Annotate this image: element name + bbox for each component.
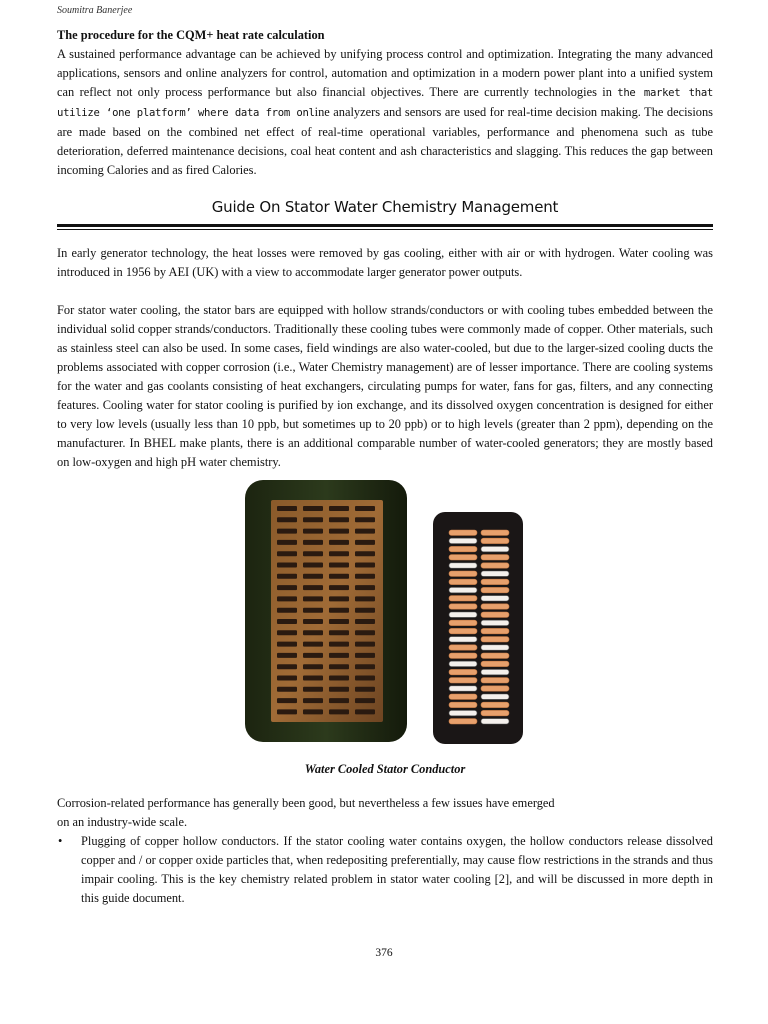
intro-paragraph (57, 45, 713, 180)
hollow-strand-slot (277, 630, 297, 635)
hollow-strand-slot (303, 676, 323, 681)
hollow-strand-slot (329, 630, 349, 635)
hollow-strand-slot (355, 574, 375, 579)
hollow-strand-slot (277, 506, 297, 511)
hollow-strand-slot (303, 574, 323, 579)
hollow-conductor (481, 719, 509, 724)
hollow-strand-slot (355, 551, 375, 556)
hollow-strand-slot (303, 630, 323, 635)
hollow-strand-slot (303, 506, 323, 511)
hollow-strand-slot (355, 540, 375, 545)
hollow-strand-slot (329, 540, 349, 545)
stator-conductor-image (243, 478, 535, 744)
hollow-strand-slot (329, 709, 349, 714)
hollow-strand-slot (303, 585, 323, 590)
hollow-strand-slot (303, 551, 323, 556)
hollow-conductor (449, 612, 477, 617)
solid-copper-strand (481, 661, 509, 666)
hollow-strand-slot (303, 529, 323, 534)
hollow-strand-slot (303, 664, 323, 669)
hollow-conductor (449, 637, 477, 642)
hollow-strand-slot (277, 709, 297, 714)
para-corrosion-line1: Corrosion-related performance has generally been good, but nevertheless a few issues have emerged (57, 796, 555, 810)
hollow-strand-slot (329, 698, 349, 703)
intro-text-mono: the market that utilize ‘one platform’ where data from onl (57, 87, 713, 119)
hollow-strand-slot (355, 529, 375, 534)
hollow-strand-slot (277, 517, 297, 522)
solid-copper-strand (449, 604, 477, 609)
intro-section (57, 26, 713, 180)
bullet-item (57, 832, 713, 908)
hollow-strand-slot (355, 596, 375, 601)
solid-copper-strand (449, 530, 477, 535)
hollow-strand-slot (355, 687, 375, 692)
hollow-strand-slot (329, 687, 349, 692)
hollow-strand-slot (277, 619, 297, 624)
solid-copper-strand (449, 546, 477, 551)
solid-copper-strand (481, 579, 509, 584)
hollow-conductor (449, 686, 477, 691)
solid-copper-strand (481, 702, 509, 707)
solid-copper-strand (481, 538, 509, 543)
solid-copper-strand (449, 555, 477, 560)
solid-copper-strand (449, 702, 477, 707)
hollow-conductor (481, 620, 509, 625)
hollow-strand-slot (355, 517, 375, 522)
hollow-strand-slot (355, 676, 375, 681)
right-bar-insulation (433, 512, 523, 744)
hollow-strand-slot (277, 653, 297, 658)
hollow-strand-slot (277, 642, 297, 647)
hollow-strand-slot (303, 642, 323, 647)
para-stator-cooling: For stator water cooling, the stator bars are equipped with hollow strands/conductors or with cooling tubes embedded between the individual solid copper strands/conductors. Traditionally these cooling tubes were commonly made of copper. Other materials, such as stainless steel can also be used. In some cases, field windings are also water-cooled, but due to the larger-sized cooling ducts the problems associated with copper corrosion (i.e., Water Chemistry management) are of lesser importance. There are cooling systems for the water and gas coolants consisting of heat exchangers, circulating pumps for water, fans for gas, filters, and any connecting features. Cooling water for stator cooling is purified by ion exchange, and its dissolved oxygen concentration is designed for either to very low levels (usually less than 10 ppb, but sometimes up to 20 ppb) or to high levels (greater than 2 ppm), depending on the manufacturer. In BHEL make plants, there is an additional comparable number of water-cooled generators; they are mostly based on low-oxygen and high pH water chemistry. (57, 303, 713, 469)
hollow-strand-slot (303, 653, 323, 658)
hollow-strand-slot (355, 630, 375, 635)
page-number: 376 (375, 947, 393, 959)
hollow-strand-slot (329, 676, 349, 681)
solid-copper-strand (449, 719, 477, 724)
hollow-conductor (449, 710, 477, 715)
solid-copper-strand (481, 563, 509, 568)
hollow-conductor (449, 661, 477, 666)
hollow-conductor (481, 669, 509, 674)
hollow-conductor (481, 645, 509, 650)
solid-copper-strand (481, 612, 509, 617)
hollow-strand-slot (277, 563, 297, 568)
hollow-strand-slot (277, 551, 297, 556)
hollow-strand-slot (303, 517, 323, 522)
solid-copper-strand (449, 694, 477, 699)
hollow-strand-slot (329, 619, 349, 624)
solid-copper-strand (449, 596, 477, 601)
solid-copper-strand (449, 645, 477, 650)
hollow-strand-slot (303, 540, 323, 545)
hollow-strand-slot (329, 529, 349, 534)
hollow-strand-slot (355, 585, 375, 590)
title-rule-thin (57, 229, 713, 230)
hollow-strand-slot (303, 608, 323, 613)
hollow-strand-slot (355, 698, 375, 703)
solid-copper-strand (481, 653, 509, 658)
hollow-strand-slot (355, 709, 375, 714)
hollow-strand-slot (355, 506, 375, 511)
hollow-strand-slot (329, 642, 349, 647)
hollow-strand-slot (329, 664, 349, 669)
solid-copper-strand (481, 530, 509, 535)
hollow-strand-slot (277, 664, 297, 669)
hollow-strand-slot (329, 596, 349, 601)
solid-copper-strand (449, 579, 477, 584)
hollow-strand-slot (277, 687, 297, 692)
stator-conductor-figure (243, 478, 535, 744)
guide-title: Guide On Stator Water Chemistry Management (211, 198, 559, 216)
section-title: The procedure for the CQM+ heat rate calculation (57, 28, 325, 42)
hollow-strand-slot (329, 551, 349, 556)
hollow-strand-slot (329, 563, 349, 568)
hollow-strand-slot (329, 585, 349, 590)
solid-copper-strand (481, 637, 509, 642)
hollow-strand-slot (277, 540, 297, 545)
bullet-marker: • (58, 834, 63, 848)
hollow-strand-slot (355, 619, 375, 624)
hollow-conductor (449, 587, 477, 592)
author-name: Soumitra Banerjee (57, 5, 133, 16)
solid-copper-strand (481, 678, 509, 683)
hollow-strand-slot (329, 574, 349, 579)
hollow-strand-slot (355, 664, 375, 669)
hollow-strand-slot (277, 698, 297, 703)
solid-copper-strand (481, 686, 509, 691)
intro-text-start: A sustained performance advantage can be achieved by unifying process control and optimization. Integrating the many advanced applications, sensors and online analyzers for control, automation and optimization in a modern power plant into a unified system can reflect not only process performance but also financial objectives. There are currently technologies in (57, 47, 713, 99)
hollow-conductor (481, 694, 509, 699)
para-water-cooling-history: In early generator technology, the heat losses were removed by gas cooling, either with air or with hydrogen. Water cooling was introduced in 1956 by AEI (UK) with a view to accommodate larger generator power outputs. (57, 246, 713, 279)
solid-copper-strand (449, 571, 477, 576)
figure-caption: Water Cooled Stator Conductor (304, 762, 466, 776)
hollow-conductor (481, 546, 509, 551)
hollow-conductor (481, 596, 509, 601)
solid-copper-strand (449, 620, 477, 625)
hollow-strand-slot (303, 698, 323, 703)
solid-copper-strand (449, 653, 477, 658)
hollow-conductor (449, 563, 477, 568)
title-rule-thick (57, 224, 713, 227)
hollow-conductor (449, 538, 477, 543)
hollow-strand-slot (329, 608, 349, 613)
bullet-text: Plugging of copper hollow conductors. If the stator cooling water contains oxygen, the hollow conductors release dissolved copper and / or copper oxide particles that, when redepositing preferentially, may cause flow restrictions in the strands and thus impair cooling. This is the key chemistry related problem in stator water cooling [2], and will be discussed in more depth in this guide document. (81, 834, 713, 905)
para-corrosion-line2: on an industry-wide scale. (57, 815, 188, 829)
solid-copper-strand (449, 628, 477, 633)
solid-copper-strand (481, 628, 509, 633)
hollow-strand-slot (329, 517, 349, 522)
solid-copper-strand (481, 555, 509, 560)
hollow-strand-slot (277, 574, 297, 579)
para-corrosion (57, 794, 713, 832)
hollow-strand-slot (303, 619, 323, 624)
hollow-strand-slot (329, 506, 349, 511)
hollow-strand-slot (355, 563, 375, 568)
solid-copper-strand (449, 678, 477, 683)
hollow-strand-slot (303, 596, 323, 601)
hollow-strand-slot (355, 608, 375, 613)
hollow-strand-slot (303, 687, 323, 692)
hollow-strand-slot (355, 653, 375, 658)
hollow-strand-slot (277, 676, 297, 681)
hollow-strand-slot (303, 709, 323, 714)
hollow-strand-slot (277, 608, 297, 613)
solid-copper-strand (481, 587, 509, 592)
hollow-strand-slot (329, 653, 349, 658)
hollow-strand-slot (277, 529, 297, 534)
intro-text-end: ine analyzers and sensors are used for real-time decision making. The decisions are made based on the combined net effect of real-time operational variables, performance and phenomena such as tube deterioration, deferred maintenance decisions, coal heat content and ash characteristics and slagging. This reduces the gap between incoming Calories and as fired Calories. (57, 105, 713, 177)
hollow-strand-slot (277, 585, 297, 590)
hollow-strand-slot (355, 642, 375, 647)
hollow-strand-slot (277, 596, 297, 601)
hollow-strand-slot (303, 563, 323, 568)
solid-copper-strand (481, 710, 509, 715)
solid-copper-strand (481, 604, 509, 609)
solid-copper-strand (449, 669, 477, 674)
hollow-conductor (481, 571, 509, 576)
